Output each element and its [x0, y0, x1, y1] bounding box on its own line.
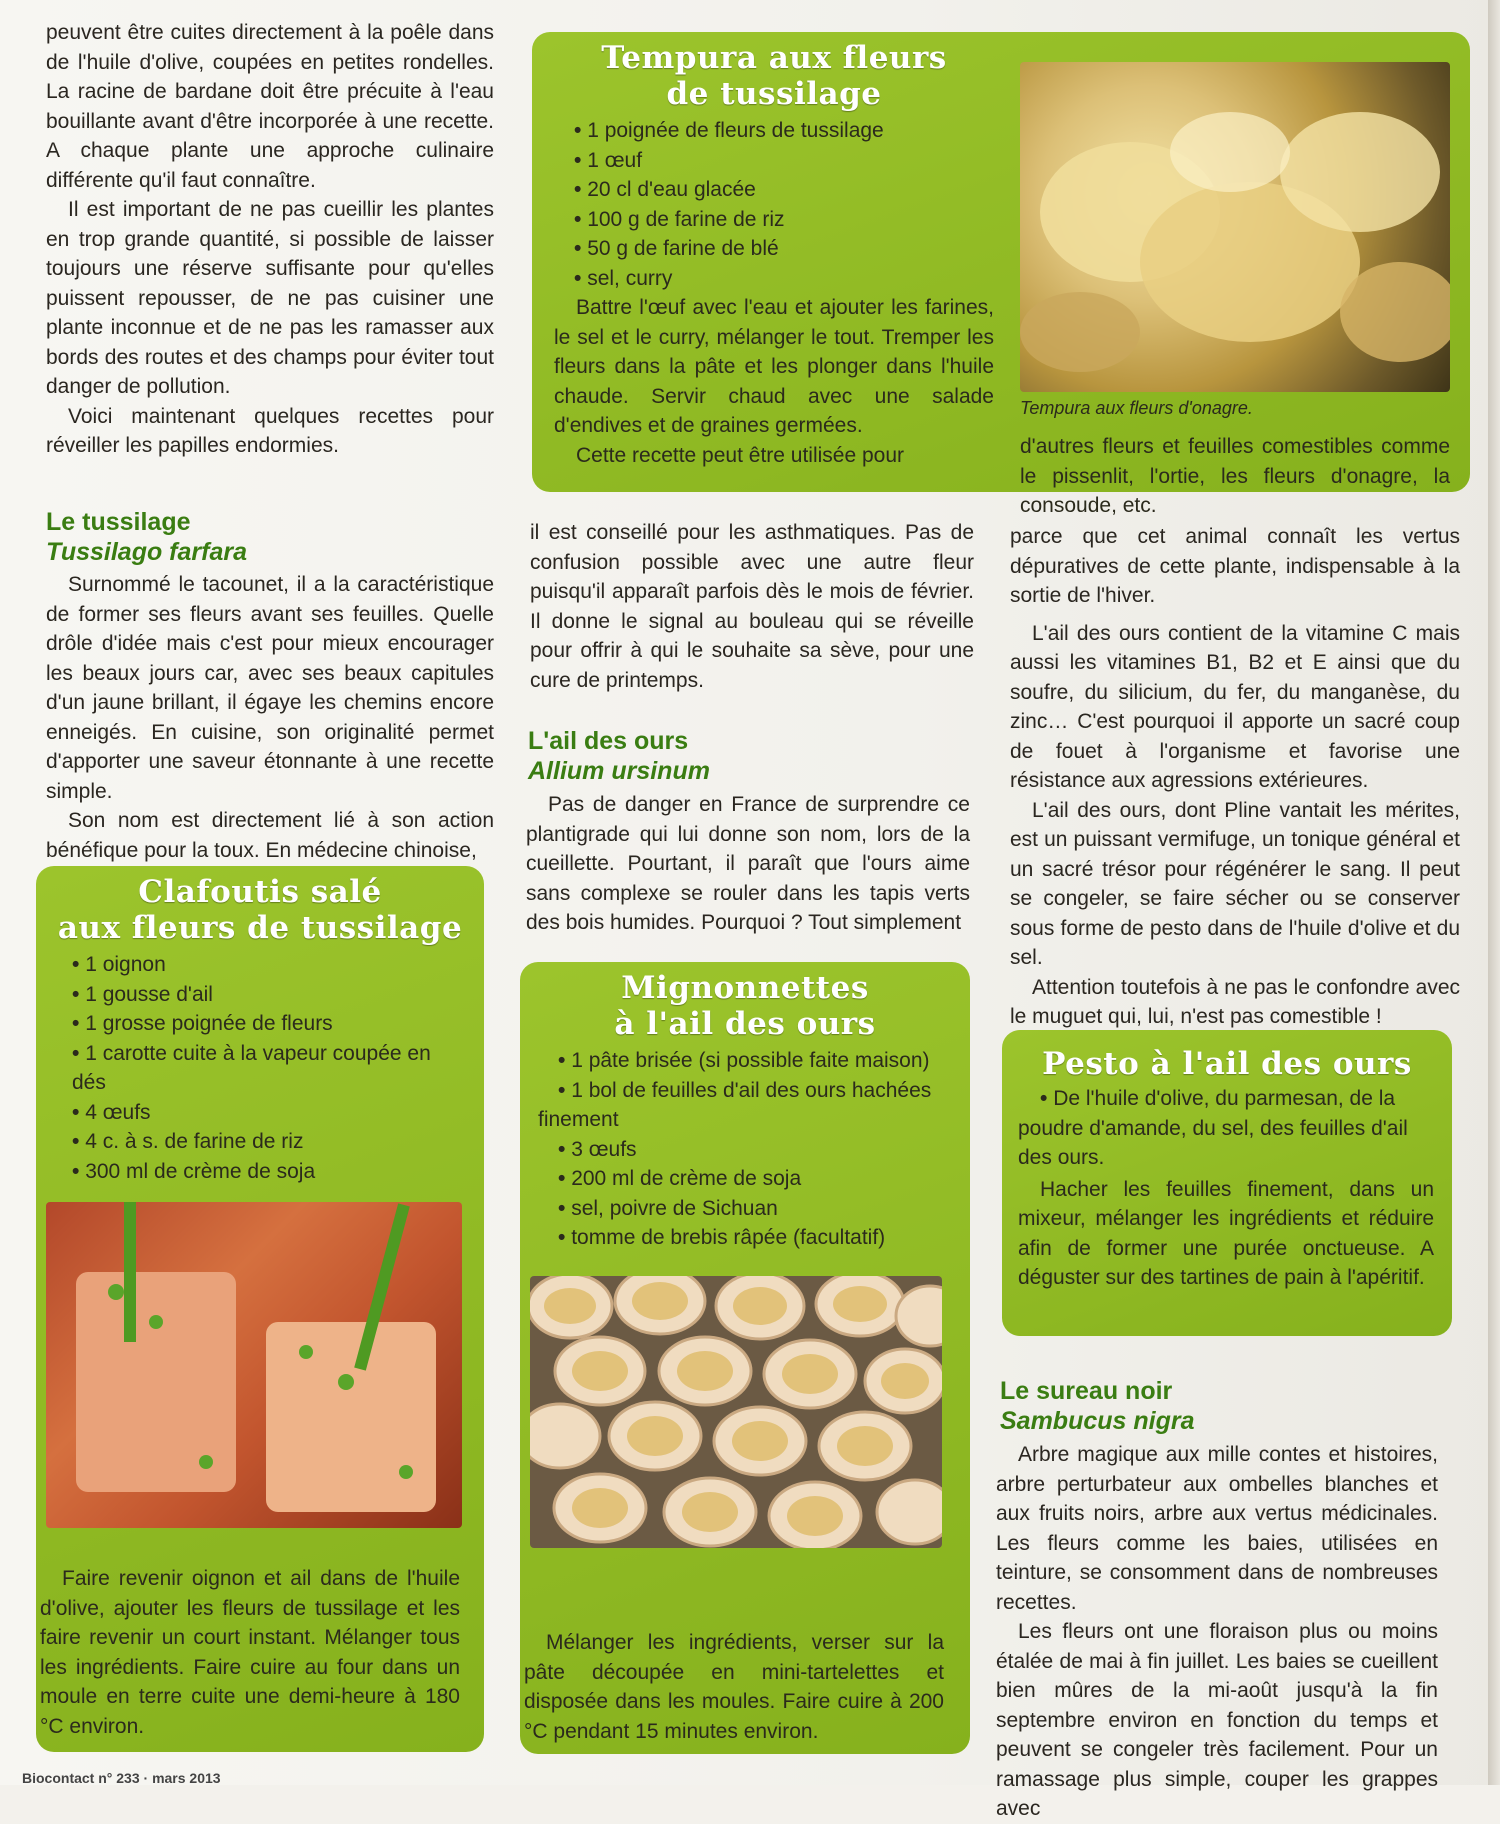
recipe-box-tempura [532, 32, 1470, 517]
tempura-photo [1020, 62, 1450, 392]
page-edge [1488, 0, 1500, 1785]
sureau-paragraph: Les fleurs ont une floraison plus ou moins étalée de mai à fin juillet. Les baies se cueillent bien mûres de la mi-août jusqu'à la fin septembre environ en fonction du temps et peuvent se congeler très facilement. Pour un ramassage plus simple, couper les grappes avec [996, 1620, 1438, 1820]
ingredient-item: • 1 bol de feuilles d'ail des ours hachées finement [538, 1076, 956, 1135]
column3-paragraph: L'ail des ours, dont Pline vantait les mérites, est un puissant vermifuge, un tonique général et un sacré trésor pour régénérer le sang. Il peut se congeler, se faire sécher ou se conserver sous forme de pesto dans de l'huile d'olive et du sel. [1010, 798, 1460, 969]
recipe-instructions: Hacher les feuilles finement, dans un mixeur, mélanger les ingrédients et réduire afin de former une purée onctueuse. A déguster sur des tartines de pain à l'apéritif. [1018, 1177, 1434, 1289]
ingredient-item: • 1 grosse poignée de fleurs [72, 1009, 466, 1039]
recipe-title: Tempura aux fleurs de tussilage [601, 40, 947, 112]
recipe-instructions: Battre l'œuf avec l'eau et ajouter les farines, le sel et le curry, mélanger le tout. Tremper les fleurs dans la pâte et les plonger dans l'huile chaude. Servir chaud avec une salade d'endives et de graines germées. [554, 296, 994, 437]
section-heading-ail [528, 726, 972, 786]
recipe-note-end: d'autres fleurs et feuilles comestibles comme le pissenlit, l'ortie, les fleurs d'onagre, la consoude, etc. [1020, 435, 1450, 517]
ingredient-item: • 20 cl d'eau glacée [574, 175, 994, 205]
intro-paragraph: Voici maintenant quelques recettes pour réveiller les papilles endormies. [46, 404, 494, 457]
ingredient-item: • 1 carotte cuite à la vapeur coupée en dés [72, 1039, 466, 1098]
ingredient-item: • 3 œufs [538, 1135, 956, 1165]
ingredient-list [1018, 1084, 1434, 1173]
ingredient-item: • 1 œuf [574, 146, 994, 176]
tussilage-paragraph: Son nom est directement lié à son action bénéfique pour la toux. En médecine chinoise, [46, 809, 494, 862]
ingredient-item: • 50 g de farine de blé [574, 234, 994, 264]
recipe-title: Mignonnettes à l'ail des ours [614, 970, 876, 1042]
ail-paragraph: Pas de danger en France de surprendre ce plantigrade qui lui donne son nom, lors de la cueillette. Pourtant, il paraît que l'ours aime sans complexe se rouler dans les tapis verts des bois humides. Pourquoi ? Tout simplement [526, 793, 970, 934]
ingredient-list [538, 1046, 956, 1253]
recipe-note-start: Cette recette peut être utilisée pour [576, 443, 905, 467]
recipe-title: Pesto à l'ail des ours [1042, 1046, 1412, 1082]
intro-paragraph: Il est important de ne pas cueillir les plantes en trop grande quantité, si possible de laisser toujours une réserve suffisante pour qu'elles puissent repousser, de ne pas cuisiner une plante inconnue et de ne pas les ramasser aux bords des routes et des champs pour éviter tout danger de pollution. [46, 198, 494, 398]
sureau-paragraph: Arbre magique aux mille contes et histoires, arbre perturbateur aux ombelles blanches et aux fruits noirs, arbre aux vertus médicinales. Les fleurs comme les baies, utilisées en teinture, se consomment dans de nombreuses recettes. [996, 1443, 1438, 1614]
tussilage-paragraph: Surnommé le tacounet, il a la caractéristique de former ses fleurs avant ses feuilles. Quelle drôle d'idée mais c'est pour mieux encourager les beaux jours car, avec ses beaux capitules d'un jaune brillant, il égaye les chemins encore enneigés. En cuisine, son originalité permet d'apporter une saveur étonnante à une recette simple. [46, 573, 494, 803]
ingredient-item: • 1 oignon [72, 950, 466, 980]
section-heading-sureau [1000, 1376, 1450, 1436]
sureau-text [996, 1440, 1438, 1824]
ail-text [526, 790, 970, 938]
ingredient-item: • 4 c. à s. de farine de riz [72, 1127, 466, 1157]
recipe-box-clafoutis [36, 866, 484, 1752]
column3-text [1010, 522, 1460, 1032]
ingredient-item: • 1 poignée de fleurs de tussilage [574, 116, 994, 146]
clafoutis-photo [46, 1202, 462, 1528]
ingredient-item: • 1 gousse d'ail [72, 980, 466, 1010]
column3-paragraph: parce que cet animal connaît les vertus dépuratives de cette plante, indispensable à la sortie de l'hiver. [1010, 525, 1460, 607]
intro-paragraph: peuvent être cuites directement à la poêle dans de l'huile d'olive, coupées en petites rondelles. La racine de bardane doit être précuite à l'eau bouillante avant d'être incorporée à une recette. A chaque plante une approche culinaire différente qu'il faut connaître. [46, 21, 494, 192]
ingredient-list [574, 116, 994, 293]
ingredient-item: • 100 g de farine de riz [574, 205, 994, 235]
column3-paragraph: Attention toutefois à ne pas le confondre avec le muguet qui, lui, n'est pas comestible ! [1010, 975, 1460, 1028]
section-title: Le sureau noir [1000, 1377, 1173, 1405]
ingredient-item: • De l'huile d'olive, du parmesan, de la poudre d'amande, du sel, des feuilles d'ail des ours. [1018, 1084, 1434, 1173]
ingredient-list [72, 950, 466, 1186]
ingredient-item: • sel, poivre de Sichuan [538, 1194, 956, 1224]
recipe-box-pesto [1002, 1030, 1452, 1336]
recipe-box-mignonnettes [520, 962, 970, 1754]
ingredient-item: • 1 pâte brisée (si possible faite maison) [538, 1046, 956, 1076]
section-title: L'ail des ours [528, 727, 689, 755]
recipe-title: Clafoutis salé aux fleurs de tussilage [57, 874, 463, 946]
tussilage-text [46, 570, 494, 865]
scientific-name: Allium ursinum [528, 757, 710, 785]
scientific-name: Tussilago farfara [46, 538, 248, 566]
column3-paragraph: L'ail des ours contient de la vitamine C mais aussi les vitamines B1, B2 et E ainsi que du soufre, du silicium, du fer, du manganèse, du zinc… C'est pourquoi il apporte un sacré coup de fouet à l'organisme et favorise une résistance aux agressions extérieures. [1010, 621, 1460, 792]
ingredient-item: • 300 ml de crème de soja [72, 1157, 466, 1187]
recipe-instructions: Faire revenir oignon et ail dans de l'huile d'olive, ajouter les fleurs de tussilage et les faire revenir un court instant. Mélanger tous les ingrédients. Faire cuire au four dans un moule en terre cuite une demi-heure à 180 °C environ. [40, 1567, 460, 1738]
ingredient-item: • 200 ml de crème de soja [538, 1164, 956, 1194]
photo-caption: Tempura aux fleurs d'onagre. [1020, 398, 1253, 418]
mignonnettes-photo [530, 1276, 942, 1548]
column2-text [530, 518, 974, 695]
page-footer: Biocontact n° 233 · mars 2013 [22, 1770, 221, 1786]
column2-paragraph: il est conseillé pour les asthmatiques. Pas de confusion possible avec une autre fleur puisqu'il apparaît parfois dès le mois de février. Il donne le signal au bouleau qui se réveille pour offrir à qui le souhaite sa sève, pour une cure de printemps. [530, 521, 974, 692]
intro-text [46, 18, 494, 461]
ingredient-item: • tomme de brebis râpée (facultatif) [538, 1223, 956, 1253]
scientific-name: Sambucus nigra [1000, 1407, 1195, 1435]
recipe-instructions: Mélanger les ingrédients, verser sur la pâte découpée en mini-tartelettes et disposée dans les moules. Faire cuire à 200 °C pendant 15 minutes environ. [524, 1631, 944, 1743]
ingredient-item: • 4 œufs [72, 1098, 466, 1128]
section-title: Le tussilage [46, 508, 191, 536]
ingredient-item: • sel, curry [574, 264, 994, 294]
section-heading-tussilage [46, 507, 494, 567]
